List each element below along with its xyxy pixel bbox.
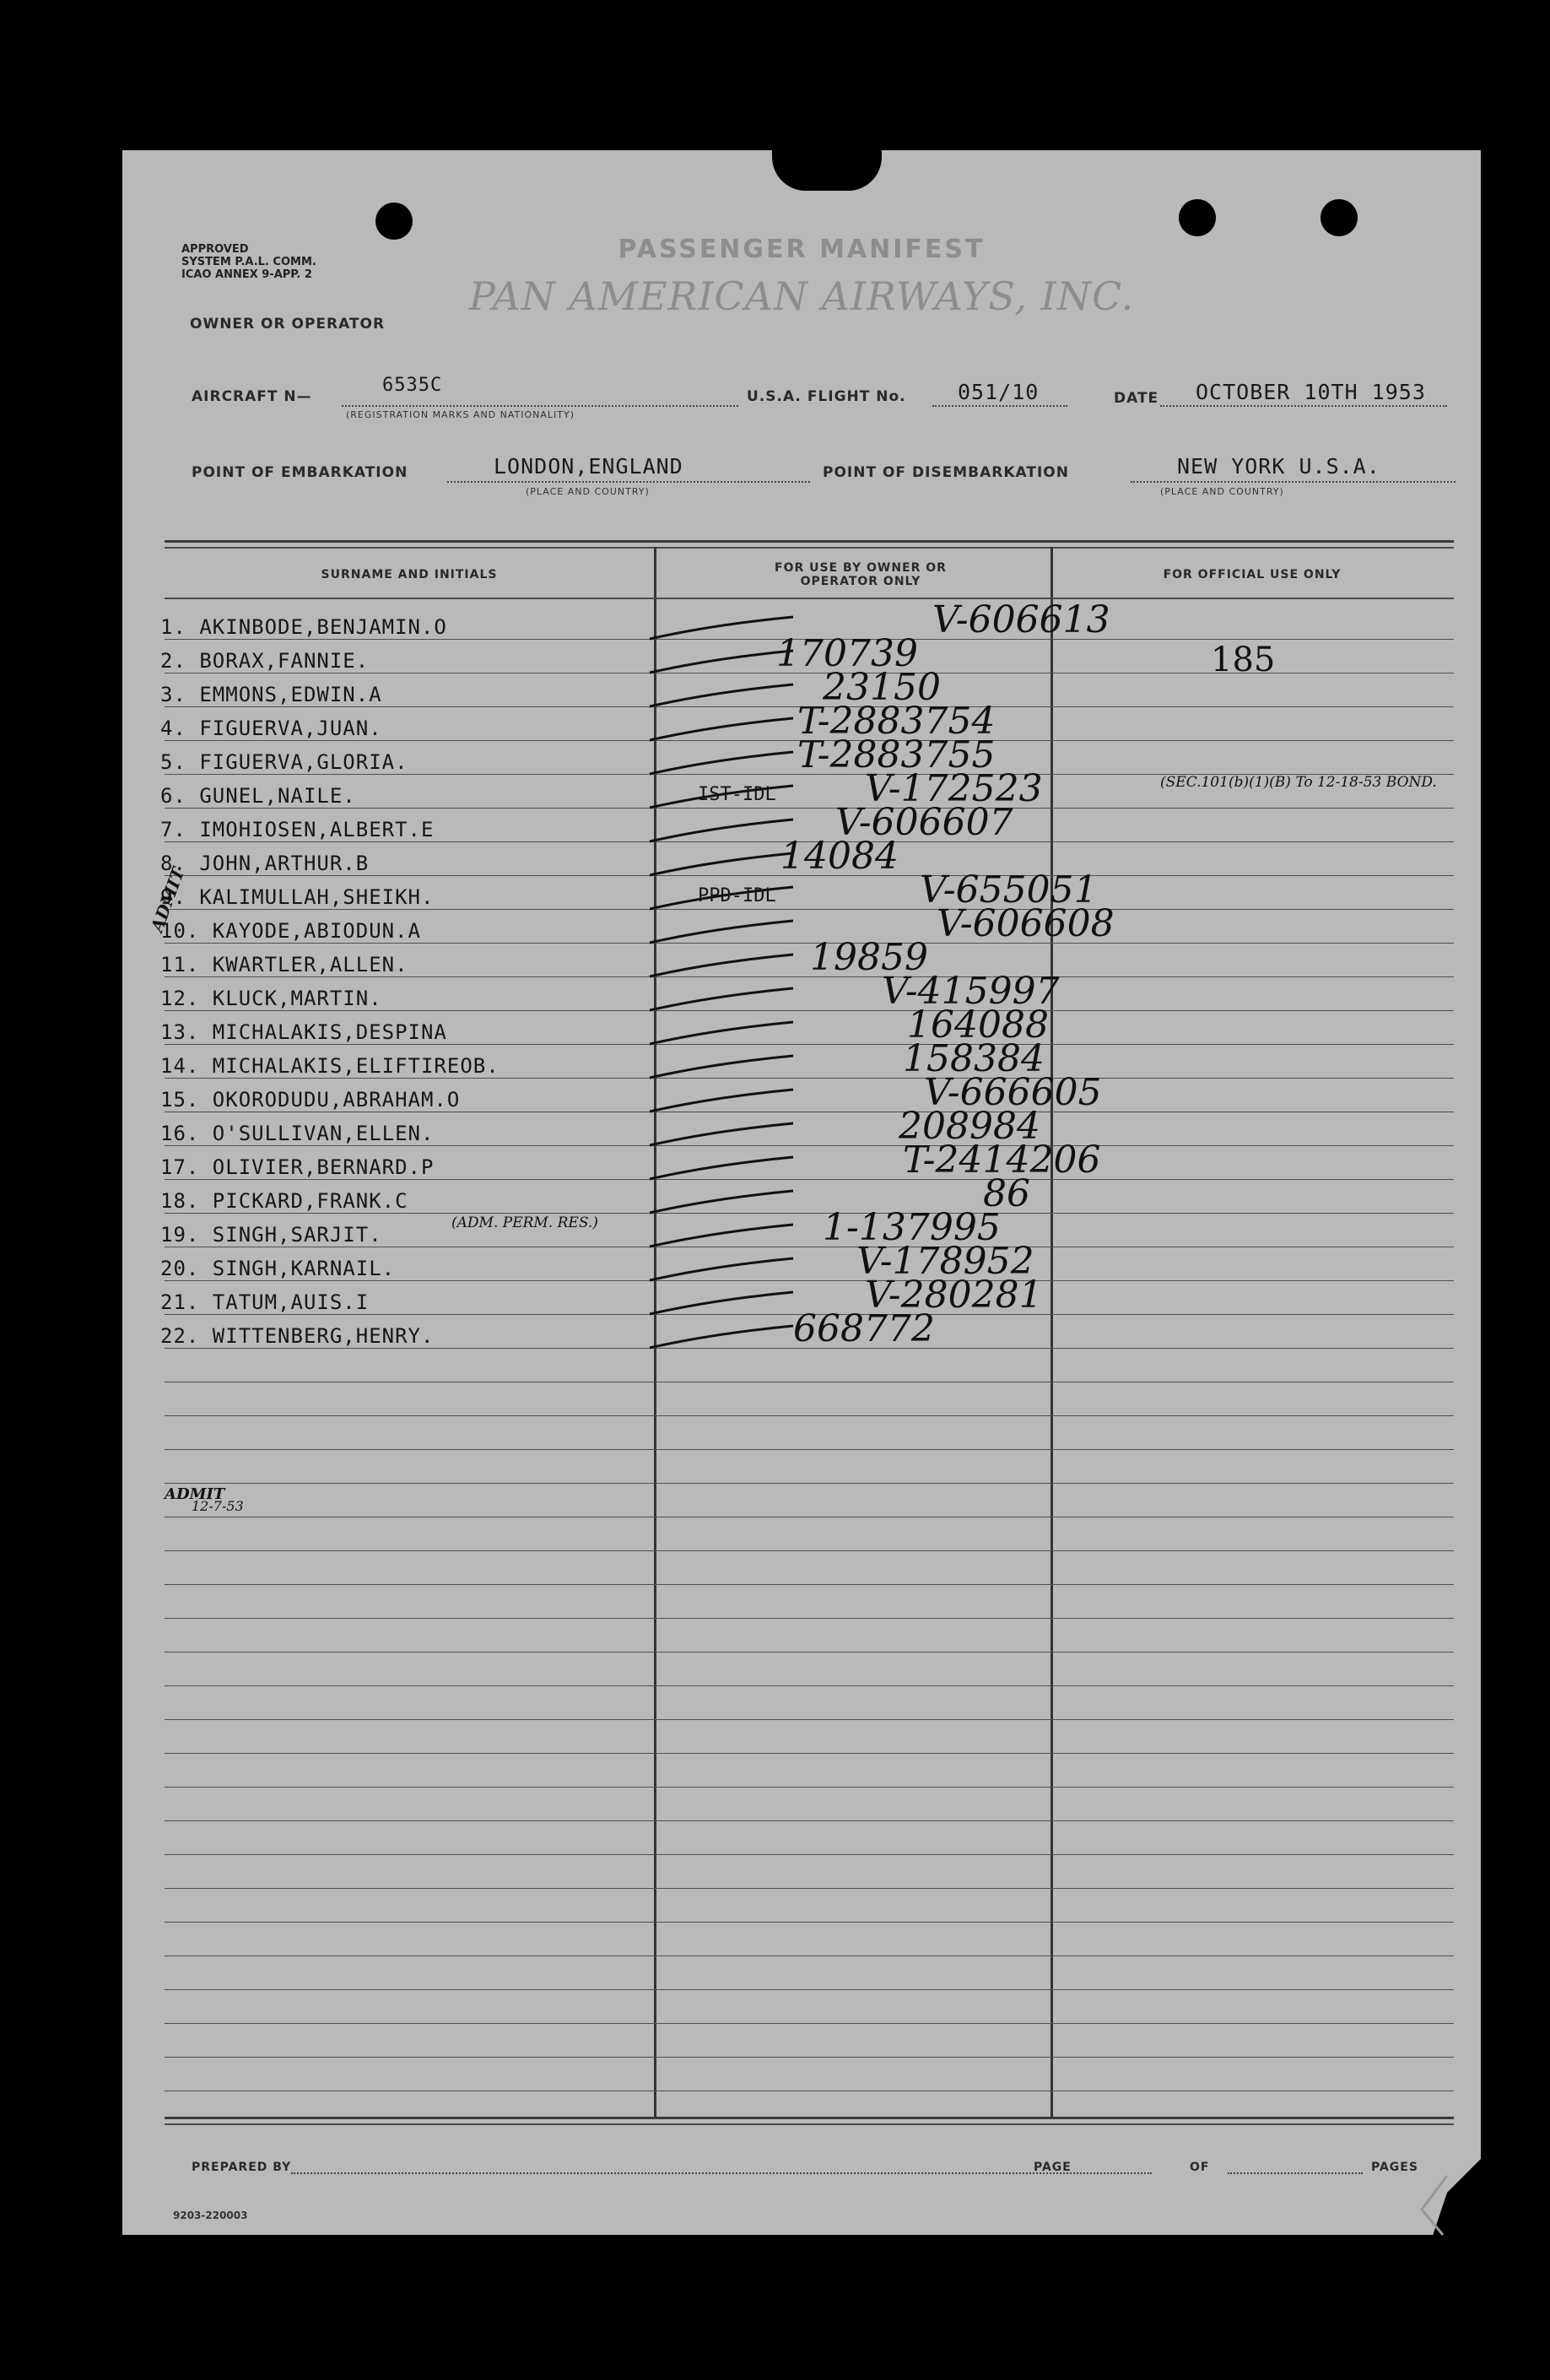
official-note: (SEC.101(b)(1)(B) To 12-18-53 BOND.	[1160, 774, 1437, 791]
handwritten-number: V-280281	[865, 1274, 1043, 1317]
handwritten-number: V-172523	[865, 767, 1043, 810]
manifest-page	[122, 150, 1481, 2235]
check-stroke	[645, 1118, 797, 1152]
row-underline	[165, 976, 1454, 977]
col-official-use: FOR OFFICIAL USE ONLY	[1163, 568, 1342, 581]
embark-sublabel: (PLACE AND COUNTRY)	[526, 486, 650, 497]
approval-line: APPROVED	[181, 243, 249, 256]
check-stroke	[645, 646, 797, 679]
handwritten-number: 668772	[793, 1307, 935, 1350]
of-label: OF	[1190, 2161, 1210, 2174]
table-top-rule	[165, 540, 1454, 543]
row-underline	[165, 943, 1454, 944]
handwritten-number: T-2883754	[797, 700, 996, 743]
col-surname: SURNAME AND INITIALS	[321, 568, 498, 581]
disembark-sublabel: (PLACE AND COUNTRY)	[1160, 486, 1284, 497]
embark-dotline	[447, 481, 810, 483]
handwritten-number: 19859	[810, 936, 928, 979]
prepared-by-label: PREPARED BY	[192, 2161, 292, 2174]
check-stroke	[645, 612, 797, 646]
empty-row-line	[165, 1415, 1454, 1416]
check-stroke	[645, 1051, 797, 1085]
prepared-by-dotline	[291, 2172, 1152, 2174]
handwritten-number: V-415997	[882, 970, 1060, 1013]
empty-row-line	[165, 1753, 1454, 1754]
approval-line: SYSTEM P.A.L. COMM.	[181, 256, 316, 268]
pages-label: PAGES	[1371, 2161, 1418, 2174]
handwritten-number: 158384	[903, 1037, 1045, 1080]
passenger-name: 22. WITTENBERG,HENRY.	[160, 1324, 435, 1348]
empty-row-line	[165, 2023, 1454, 2024]
embark-value: LONDON,ENGLAND	[494, 454, 683, 479]
passenger-name: 15. OKORODUDU,ABRAHAM.O	[160, 1088, 461, 1112]
check-stroke	[645, 1186, 797, 1220]
handwritten-number: T-2883755	[797, 733, 996, 776]
empty-row-line	[165, 1685, 1454, 1686]
empty-row-line	[165, 1719, 1454, 1720]
admit-margin-note: ADMIT	[146, 864, 189, 935]
col-owner-use: FOR USE BY OWNER OR OPERATOR ONLY	[775, 561, 947, 588]
header-bottom-rule	[165, 598, 1454, 599]
empty-row-line	[165, 1820, 1454, 1821]
passenger-name: 19. SINGH,SARJIT.	[160, 1223, 382, 1247]
table-bottom-rule	[165, 2123, 1454, 2125]
check-stroke	[645, 1321, 797, 1355]
empty-row-line	[165, 1989, 1454, 1990]
passenger-name: 14. MICHALAKIS,ELIFTIREOB.	[160, 1054, 500, 1078]
disembark-label: POINT OF DISEMBARKATION	[823, 464, 1069, 481]
date-dotline	[1160, 405, 1447, 407]
aircraft-value: 6535C	[382, 375, 443, 396]
paper-notch	[772, 150, 882, 191]
empty-row-line	[165, 1618, 1454, 1619]
row-underline	[165, 1213, 1454, 1214]
row-note: IST-IDL	[698, 784, 776, 805]
folded-corner	[1396, 2142, 1498, 2243]
passenger-name: 20. SINGH,KARNAIL.	[160, 1257, 396, 1280]
check-stroke	[645, 916, 797, 949]
check-stroke	[645, 1220, 797, 1253]
handwritten-number: 164088	[907, 1003, 1049, 1047]
check-stroke	[645, 1152, 797, 1186]
table-bottom-rule	[165, 2117, 1454, 2119]
check-stroke	[645, 1253, 797, 1287]
empty-row-line	[165, 1888, 1454, 1889]
row-underline	[165, 1179, 1454, 1180]
passenger-name: 9. KALIMULLAH,SHEIKH.	[160, 885, 435, 909]
passenger-name: 1. AKINBODE,BENJAMIN.O	[160, 615, 447, 639]
passenger-name: 13. MICHALAKIS,DESPINA	[160, 1020, 447, 1044]
row-underline	[165, 1044, 1454, 1045]
check-stroke	[645, 1287, 797, 1321]
row-underline	[165, 808, 1454, 809]
empty-row-line	[165, 1955, 1454, 1956]
approval-line: ICAO ANNEX 9-APP. 2	[181, 268, 312, 281]
row-underline	[165, 1280, 1454, 1281]
empty-row-line	[165, 1449, 1454, 1450]
row-note: (ADM. PERM. RES.)	[451, 1214, 598, 1231]
flight-label: U.S.A. FLIGHT No.	[747, 388, 906, 405]
row-underline	[165, 1078, 1454, 1079]
admit-margin-note: ADMIT	[165, 1485, 225, 1503]
empty-row-line	[165, 1584, 1454, 1585]
handwritten-number: V-606607	[835, 801, 1013, 844]
row-note: PPD-IDL	[698, 885, 776, 906]
admit-date-note: 12-7-53	[192, 1498, 244, 1514]
aircraft-dotline	[342, 405, 738, 407]
date-label: DATE	[1114, 390, 1159, 407]
handwritten-number: T-2414206	[903, 1139, 1101, 1182]
aircraft-label: AIRCRAFT N—	[192, 388, 312, 405]
passenger-name: 12. KLUCK,MARTIN.	[160, 987, 382, 1010]
handwritten-number: 23150	[823, 666, 941, 709]
check-stroke	[645, 679, 797, 713]
company-name: PAN AMERICAN AIRWAYS, INC.	[468, 273, 1135, 319]
empty-row-line	[165, 1854, 1454, 1855]
passenger-name: 10. KAYODE,ABIODUN.A	[160, 919, 421, 943]
check-stroke	[645, 814, 797, 848]
check-stroke	[645, 747, 797, 781]
passenger-name: 8. JOHN,ARTHUR.B	[160, 852, 370, 875]
check-stroke	[645, 1017, 797, 1051]
passenger-name: 21. TATUM,AUIS.I	[160, 1290, 370, 1314]
page-label: PAGE	[1034, 2161, 1072, 2174]
punch-hole	[1320, 199, 1358, 236]
check-stroke	[645, 1085, 797, 1118]
owner-label: OWNER OR OPERATOR	[190, 316, 386, 333]
passenger-name: 16. O'SULLIVAN,ELLEN.	[160, 1122, 435, 1145]
empty-row-line	[165, 2057, 1454, 2058]
passenger-name: 2. BORAX,FANNIE.	[160, 649, 370, 673]
handwritten-number: 86	[983, 1172, 1030, 1215]
empty-row-line	[165, 1550, 1454, 1551]
check-stroke	[645, 848, 797, 882]
embark-label: POINT OF EMBARKATION	[192, 464, 408, 481]
passenger-name: 17. OLIVIER,BERNARD.P	[160, 1155, 435, 1179]
handwritten-number: 1-137995	[823, 1206, 1001, 1249]
punch-hole	[1179, 199, 1216, 236]
handwritten-number: V-606613	[932, 598, 1110, 641]
passenger-name: 11. KWARTLER,ALLEN.	[160, 953, 408, 976]
row-underline	[165, 1010, 1454, 1011]
form-number: 9203-220003	[173, 2210, 248, 2221]
disembark-value: NEW YORK U.S.A.	[1177, 454, 1380, 479]
flight-dotline	[932, 405, 1067, 407]
passenger-name: 4. FIGUERVA,JUAN.	[160, 717, 382, 740]
aircraft-sublabel: (REGISTRATION MARKS AND NATIONALITY)	[346, 409, 575, 420]
handwritten-number: V-666605	[924, 1071, 1102, 1114]
handwritten-number: 208984	[899, 1105, 1040, 1148]
form-title: PASSENGER MANIFEST	[618, 235, 986, 264]
empty-row-line	[165, 1787, 1454, 1788]
handwritten-number: 170739	[776, 632, 918, 675]
flight-value: 051/10	[958, 380, 1040, 404]
row-underline	[165, 1145, 1454, 1146]
handwritten-number: 14084	[780, 835, 899, 878]
table-top-rule	[165, 547, 1454, 549]
passenger-name: 5. FIGUERVA,GLORIA.	[160, 750, 408, 774]
handwritten-number: V-655051	[920, 868, 1098, 911]
check-stroke	[645, 949, 797, 983]
check-stroke	[645, 983, 797, 1017]
passenger-name: 18. PICKARD,FRANK.C	[160, 1189, 408, 1213]
handwritten-number: V-178952	[856, 1240, 1034, 1283]
passenger-name: 3. EMMONS,EDWIN.A	[160, 683, 382, 706]
passenger-name: 7. IMOHIOSEN,ALBERT.E	[160, 818, 435, 841]
column-divider	[1050, 547, 1053, 2117]
empty-row-line	[165, 1483, 1454, 1484]
page-dotline	[1228, 2172, 1363, 2174]
official-note: 185	[1211, 641, 1276, 679]
row-underline	[165, 909, 1454, 910]
date-value: OCTOBER 10TH 1953	[1196, 380, 1426, 404]
check-stroke	[645, 713, 797, 747]
disembark-dotline	[1131, 481, 1455, 483]
handwritten-number: V-606608	[937, 902, 1115, 945]
empty-row-line	[165, 1922, 1454, 1923]
passenger-name: 6. GUNEL,NAILE.	[160, 784, 356, 808]
